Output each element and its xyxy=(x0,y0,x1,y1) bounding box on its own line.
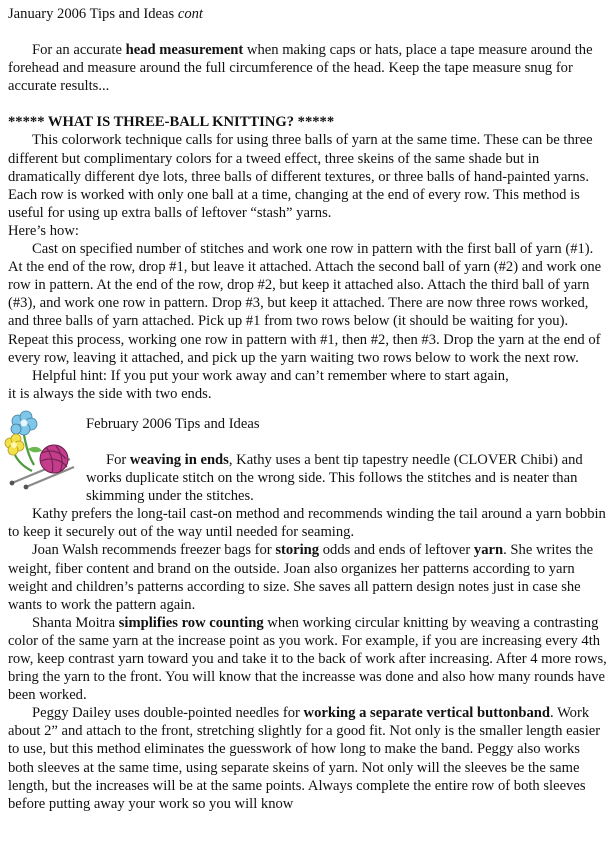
blue-flower-icon xyxy=(11,411,37,435)
cast-on-tip: Kathy prefers the long-tail cast-on method and recommends winding the tail around a yarn bobbin to keep it securely out of the way until needed for seaming. xyxy=(8,506,606,541)
three-ball-intro: This colorwork technique calls for using three balls of yarn at the same time. These can be three different but complimentary colors for a tweed effect, three skeins of the same shade but in dramatically different dye lots, three balls of different textures, or three balls of hand-painted yarns. Each row is worked with only one ball at a time, changing at the end of every row. This method is useful for using up extra balls of leftover “stash” yarns. xyxy=(8,132,593,221)
yarn-ball-flowers-icon xyxy=(4,409,80,491)
three-ball-heading: ***** WHAT IS THREE-BALL KNITTING? ***** xyxy=(8,114,335,131)
helpful-hint-line1: Helpful hint: If you put your work away and can’t remember where to start again, xyxy=(32,367,509,384)
storing-yarn-tip: Joan Walsh recommends freezer bags for storing odds and ends of leftover yarn. She writes the weight, fiber content and brand on the outside. Joan also organizes her patterns according to yarn weight and children’s patterns according to size. She saves all pattern design notes just in case she wants to work the pattern again. xyxy=(8,542,594,613)
head-measurement-tip: For an accurate head measurement when making caps or hats, place a tape measure around the forehead and measure around the full circumference of the head. Keep the tape measure snug for accurate results... xyxy=(8,42,593,95)
february-title: February 2006 Tips and Ideas xyxy=(86,415,260,432)
three-ball-steps: Cast on specified number of stitches and work one row in pattern with the first ball of yarn (#1). At the end of the row, drop #1, but leave it attached. Attach the second ball of yarn (#2) and work one row in pattern. At the end of the row, drop #2, but keep it attached also. Attach the third ball of yarn (#3), and work one row in pattern. Drop #3, but keep it attached. There are now three rows worked, and three balls of yarn attached. Pick up #1 from two rows below (it should be waiting for you). Repeat this process, working one row in pattern with #1, then #2, then #3. Drop the yarn at the end of every row, leaving it attached, and pick up the yarn waiting two rows below to work the next row. xyxy=(8,241,602,366)
weaving-ends-tip: For weaving in ends, Kathy uses a bent tip tapestry needle (CLOVER Chibi) and works duplicate stitch on the wrong side. This follows the stitches and is neater than skimming under the stitches. xyxy=(86,451,583,505)
yellow-flower-icon xyxy=(5,434,24,455)
yarn-ball-icon xyxy=(40,445,68,473)
helpful-hint-line2: it is always the side with two ends. xyxy=(8,385,212,402)
heres-how-label: Here’s how: xyxy=(8,222,79,239)
title-cont: cont xyxy=(177,6,203,22)
buttonband-tip: Peggy Dailey uses double-pointed needles for working a separate vertical buttonband. Work about 2” and attach to the front, stretching slightly for a good fit. Not only is the smaller length easier to use, but this method eliminates the guesswork of how long to make the band. Peggy also works both sleeves at the same time, using separate skeins of yarn. Not only will the sleeves be the same length, but the increases will be at the same points. Always complete the entire row of both sleeves before putting away your work so you will know xyxy=(8,705,601,812)
row-counting-tip: Shanta Moitra simplifies row counting when working circular knitting by weaving a contrasting color of the same yarn at the increase point as you work. For example, if you are increasing every 4th row, keep contrast yarn toward you and take it to the back of work after increasing. After 4 more rows, bring the yarn to the front. You will know that the increasse was done and also how many rounds have been worked. xyxy=(8,614,607,704)
january-title: January 2006 Tips and Ideas cont xyxy=(8,6,203,22)
february-section xyxy=(8,415,607,505)
